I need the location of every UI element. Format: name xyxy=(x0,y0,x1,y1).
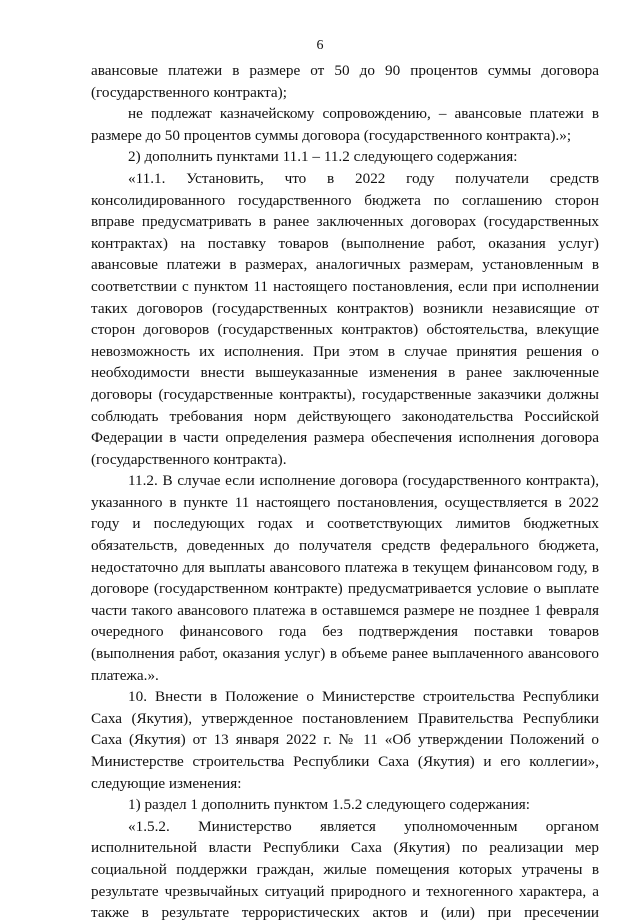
paragraph-treasury-exemption: не подлежат казначейскому сопровождению, – авансовые платежи в размере до 50 процентов суммы договора (государственного контракта).»; xyxy=(91,105,599,144)
document-body xyxy=(91,60,599,924)
paragraph-clause-11-2: 11.2. В случае если исполнение договора (государственного контракта), указанного в пункте 11 настоящего постановления, осуществляется в 2022 году и последующих годах и соответствующих лимитов бюджетных обязательств, доведенных до получателя средств федерального бюджета, недостаточно для выплаты авансового платежа в текущем финансовом году, в договоре (государственном контракте) предусматривается условие о выплате части такого авансового платежа в оставшемся размере не позднее 1 февраля очередного финансового года без подтверждения поставки товаров (выполнения работ, оказания услуг) в объеме ранее выплаченного авансового платежа.». xyxy=(91,472,599,684)
page-number: 6 xyxy=(316,38,324,53)
paragraph-advance-payments-50-90: авансовые платежи в размере от 50 до 90 процентов суммы договора (государственного контракта); xyxy=(91,62,599,101)
paragraph-clause-1-5-2: «1.5.2. Министерство является уполномоченным органом исполнительной власти Республики Саха (Якутия) по реализации мер социальной поддержки граждан, жилые помещения которых утрачены в результате чрезвычайных ситуаций природного и техногенного характера, а также в результате террористических актов и (или) при пресечении xyxy=(91,817,599,922)
paragraph-section-1-amendment: 1) раздел 1 дополнить пунктом 1.5.2 следующего содержания: xyxy=(128,796,530,814)
paragraph-clause-11-1: «11.1. Установить, что в 2022 году получатели средств консолидированного государственного бюджета по соглашению сторон вправе предусматривать в ранее заключенных договорах (государственных контрактах) на поставку товаров (выполнение работ, оказания услуг) авансовые платежи в размерах, аналогичных размерам, установленным в соответствии с пунктом 11 настоящего постановления, если при исполнении таких договоров (государственных контрактов) возникли независящие от сторон договоров (государственных контрактов) обстоятельства, влекущие невозможность их исполнения. При этом в случае принятия решения о необходимости внести вышеуказанные изменения в ранее заключенные договоры (государственные контракты), государственные заказчики должны соблюдать требования норм действующего законодательства Российской Федерации в части определения размера обеспечения исполнения договора (государственного контракта). xyxy=(91,169,599,468)
paragraph-item-10: 10. Внести в Положение о Министерстве строительства Республики Саха (Якутия), утвержденное постановлением Правительства Республики Саха (Якутия) от 13 января 2022 г. № 11 «Об утверждении Положений о Министерстве строительства Республики Саха (Якутия) и его коллегии», следующие изменения: xyxy=(91,688,599,792)
paragraph-amendment-2: 2) дополнить пунктами 11.1 – 11.2 следующего содержания: xyxy=(128,148,518,166)
